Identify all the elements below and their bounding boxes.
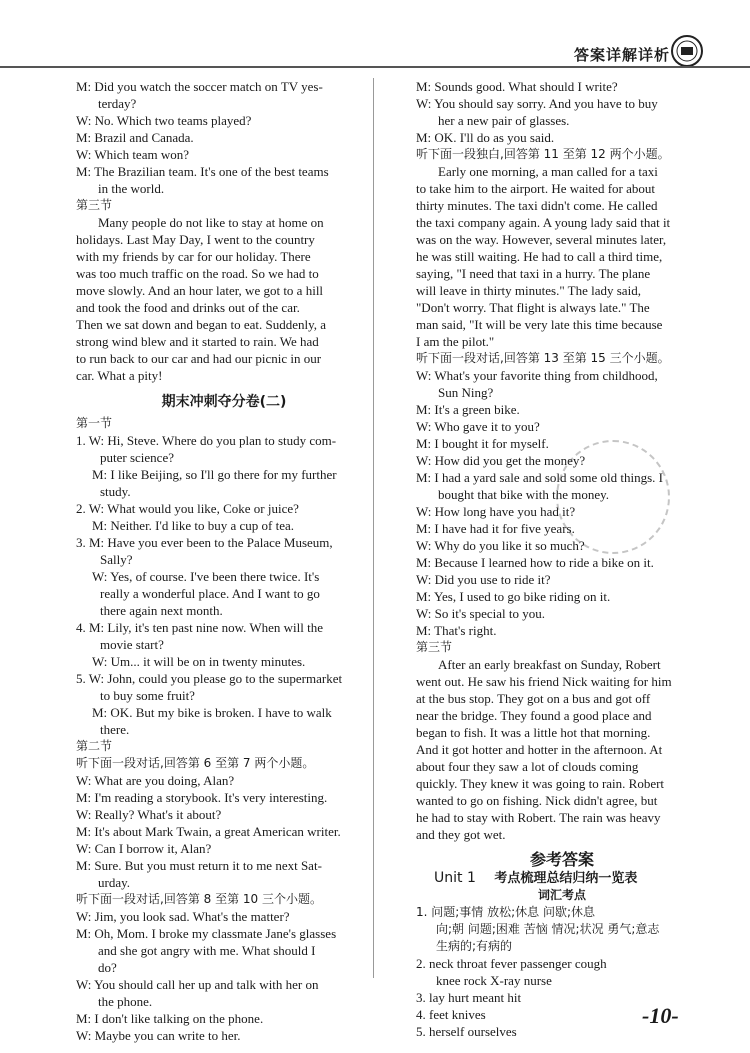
text-line: to run back to our car and had our picnic in our	[76, 351, 322, 366]
unit-label: Unit 1	[434, 870, 476, 886]
text-line: with my friends by car for our holiday. There	[76, 249, 311, 264]
text-line: M: It's a green bike.	[416, 402, 520, 417]
text-line: movie start?	[100, 637, 164, 652]
answer-line: 2. neck throat fever passenger cough	[416, 956, 607, 971]
text-line: 1. W: Hi, Steve. Where do you plan to study com-	[76, 433, 337, 448]
answer-line: 生病的;有病的	[436, 939, 513, 953]
text-line: W: Yes, of course. I've been there twice. It's	[92, 569, 320, 584]
text-line: and she got angry with me. What should I	[98, 943, 316, 958]
left-column	[76, 78, 372, 1044]
text-line: W: Um... it will be on in twenty minutes.	[92, 654, 306, 669]
text-line: there again next month.	[100, 603, 223, 618]
text-line: strong wind blew and it started to rain. We had	[76, 334, 319, 349]
text-line: M: I'm reading a storybook. It's very interesting.	[76, 790, 328, 805]
text-line: car. What a pity!	[76, 368, 163, 383]
page-number: -10-	[642, 1003, 679, 1028]
header-title: 答案详解详析	[574, 46, 671, 64]
answer-line: knee rock X-ray nurse	[436, 973, 552, 988]
header-rule	[0, 66, 750, 68]
text-line: M: I don't like talking on the phone.	[76, 1011, 264, 1026]
text-line: W: Why do you like it so much?	[416, 538, 585, 553]
text-line: to buy some fruit?	[100, 688, 195, 703]
text-line: W: How long have you had it?	[416, 504, 576, 519]
text-line: M: Yes, I used to go bike riding on it.	[416, 589, 611, 604]
text-line: Then we sat down and began to eat. Suddenly, a	[76, 317, 327, 332]
vocab-heading: 词汇考点	[537, 888, 586, 902]
text-line: M: OK. But my bike is broken. I have to walk	[92, 705, 332, 720]
answer-line: 5. herself ourselves	[416, 1024, 517, 1039]
text-line: really a wonderful place. And I want to go	[100, 586, 320, 601]
text-line: man said, "It will be very late this time because	[416, 317, 663, 332]
text-line: and they got wet.	[416, 827, 506, 842]
text-line: do?	[98, 960, 117, 975]
text-line: was too much traffic on the road. So we had to	[76, 266, 319, 281]
text-line: he had to stay with Robert. The rain was heavy	[416, 810, 661, 825]
text-line: study.	[100, 484, 131, 499]
text-line: M: OK. I'll do as you said.	[416, 130, 555, 145]
text-line: thirty minutes. The taxi didn't come. He called	[416, 198, 658, 213]
text-line: holidays. Last May Day, I went to the country	[76, 232, 315, 247]
section-label: 第三节	[76, 198, 113, 212]
text-line: M: I have had it for five years.	[416, 521, 575, 536]
text-line: W: Who gave it to you?	[416, 419, 540, 434]
text-line: W: Really? What's it about?	[76, 807, 222, 822]
instruction-line: 听下面一段对话,回答第 6 至第 7 两个小题。	[76, 756, 315, 770]
text-line: at the bus stop. They got on a bus and got off	[416, 691, 651, 706]
text-line: And it got hotter and hotter in the afternoon. At	[416, 742, 663, 757]
text-line: move slowly. And an hour later, we got to a hill	[76, 283, 324, 298]
text-line: W: Did you use to ride it?	[416, 572, 551, 587]
text-line: W: Can I borrow it, Alan?	[76, 841, 212, 856]
section-label: 第三节	[416, 640, 453, 654]
text-line: to take him to the airport. He waited for about	[416, 181, 655, 196]
text-line: Sun Ning?	[438, 385, 494, 400]
text-line: wanted to go on fishing. Nick didn't agree, but	[416, 793, 658, 808]
text-line: was on the way. However, several minutes later,	[416, 232, 667, 247]
instruction-line: 听下面一段对话,回答第 13 至第 15 三个小题。	[416, 351, 670, 365]
text-line: W: What are you doing, Alan?	[76, 773, 235, 788]
text-line: urday.	[98, 875, 131, 890]
text-line: M: Because I learned how to ride a bike on it.	[416, 555, 654, 570]
text-line: M: That's right.	[416, 623, 497, 638]
text-line: M: I had a yard sale and sold some old things. I	[416, 470, 663, 485]
text-line: he was still waiting. He had to call a third time,	[416, 249, 663, 264]
answer-line: 1. 问题;事情 放松;休息 问歇;休息	[416, 905, 596, 919]
text-line: I am the pilot."	[416, 334, 495, 349]
text-line: about four they saw a lot of clouds coming	[416, 759, 639, 774]
text-line: W: What's your favorite thing from childhood,	[416, 368, 658, 383]
text-line: M: Sounds good. What should I write?	[416, 79, 618, 94]
text-line: W: You should say sorry. And you have to buy	[416, 96, 658, 111]
text-line: M: Sure. But you must return it to me next Sat-	[76, 858, 322, 873]
answer-line: 向;朝 问题;困难 苦恼 情况;状况 勇气;意志	[436, 922, 660, 936]
text-line: will leave in thirty minutes." The lady said,	[416, 283, 641, 298]
text-line: Sally?	[100, 552, 133, 567]
text-line: W: Maybe you can write to her.	[76, 1028, 241, 1043]
text-line: 4. M: Lily, it's ten past nine now. When will the	[76, 620, 324, 635]
text-line: began to fish. It was a little hot that morning.	[416, 725, 651, 740]
text-line: M: The Brazilian team. It's one of the best teams	[76, 164, 329, 179]
text-line: M: Neither. I'd like to buy a cup of tea.	[92, 518, 294, 533]
text-line: M: Oh, Mom. I broke my classmate Jane's glasses	[76, 926, 337, 941]
text-line: the phone.	[98, 994, 153, 1009]
text-line: saying, "I need that taxi in a hurry. The plane	[416, 266, 651, 281]
unit-heading	[416, 870, 708, 887]
text-line: 3. M: Have you ever been to the Palace Museum,	[76, 535, 333, 550]
text-line: quickly. They knew it was going to rain. Robert	[416, 776, 665, 791]
text-line: her a new pair of glasses.	[438, 113, 570, 128]
instruction-line: 听下面一段对话,回答第 8 至第 10 三个小题。	[76, 892, 322, 906]
text-line: After an early breakfast on Sunday, Robert	[438, 657, 661, 672]
text-line: W: So it's special to you.	[416, 606, 545, 621]
section-label: 第一节	[76, 416, 113, 430]
right-column	[416, 78, 708, 1040]
text-line: went out. He saw his friend Nick waiting for him	[416, 674, 672, 689]
text-line: M: Brazil and Canada.	[76, 130, 194, 145]
book-badge-icon	[668, 34, 706, 68]
watermark-stamp	[556, 440, 670, 554]
text-line: 2. W: What would you like, Coke or juice?	[76, 501, 299, 516]
text-line: the taxi company again. A young lady said that it	[416, 215, 671, 230]
text-line: terday?	[98, 96, 137, 111]
text-line: M: It's about Mark Twain, a great American writer.	[76, 824, 341, 839]
text-line: and took the food and drinks out of the car.	[76, 300, 300, 315]
unit-subtitle: 考点梳理总结归纳一览表	[494, 871, 638, 886]
section-title: 期末冲刺夺分卷(二)	[161, 394, 287, 410]
text-line: W: No. Which two teams played?	[76, 113, 252, 128]
text-line: Many people do not like to stay at home on	[98, 215, 324, 230]
text-line: W: You should call her up and talk with her on	[76, 977, 319, 992]
text-line: 5. W: John, could you please go to the supermarket	[76, 671, 343, 686]
text-line: near the bridge. They found a good place and	[416, 708, 652, 723]
text-line: M: I like Beijing, so I'll go there for my further	[92, 467, 337, 482]
section-label: 第二节	[76, 739, 113, 753]
text-line: M: Did you watch the soccer match on TV yes-	[76, 79, 323, 94]
column-divider	[373, 78, 374, 978]
text-line: there.	[100, 722, 130, 737]
text-line: M: I bought it for myself.	[416, 436, 549, 451]
text-line: W: Which team won?	[76, 147, 189, 162]
answer-line: 3. lay hurt meant hit	[416, 990, 522, 1005]
text-line: Early one morning, a man called for a taxi	[438, 164, 658, 179]
text-line: in the world.	[98, 181, 165, 196]
answers-title: 参考答案	[529, 850, 594, 869]
text-line: puter science?	[100, 450, 174, 465]
text-line: bought that bike with the money.	[438, 487, 610, 502]
instruction-line: 听下面一段独白,回答第 11 至第 12 两个小题。	[416, 147, 670, 161]
text-line: W: Jim, you look sad. What's the matter?	[76, 909, 290, 924]
text-line: "Don't worry. That flight is always late." The	[416, 300, 650, 315]
answer-line: 4. feet knives	[416, 1007, 486, 1022]
text-line: W: How did you get the money?	[416, 453, 586, 468]
